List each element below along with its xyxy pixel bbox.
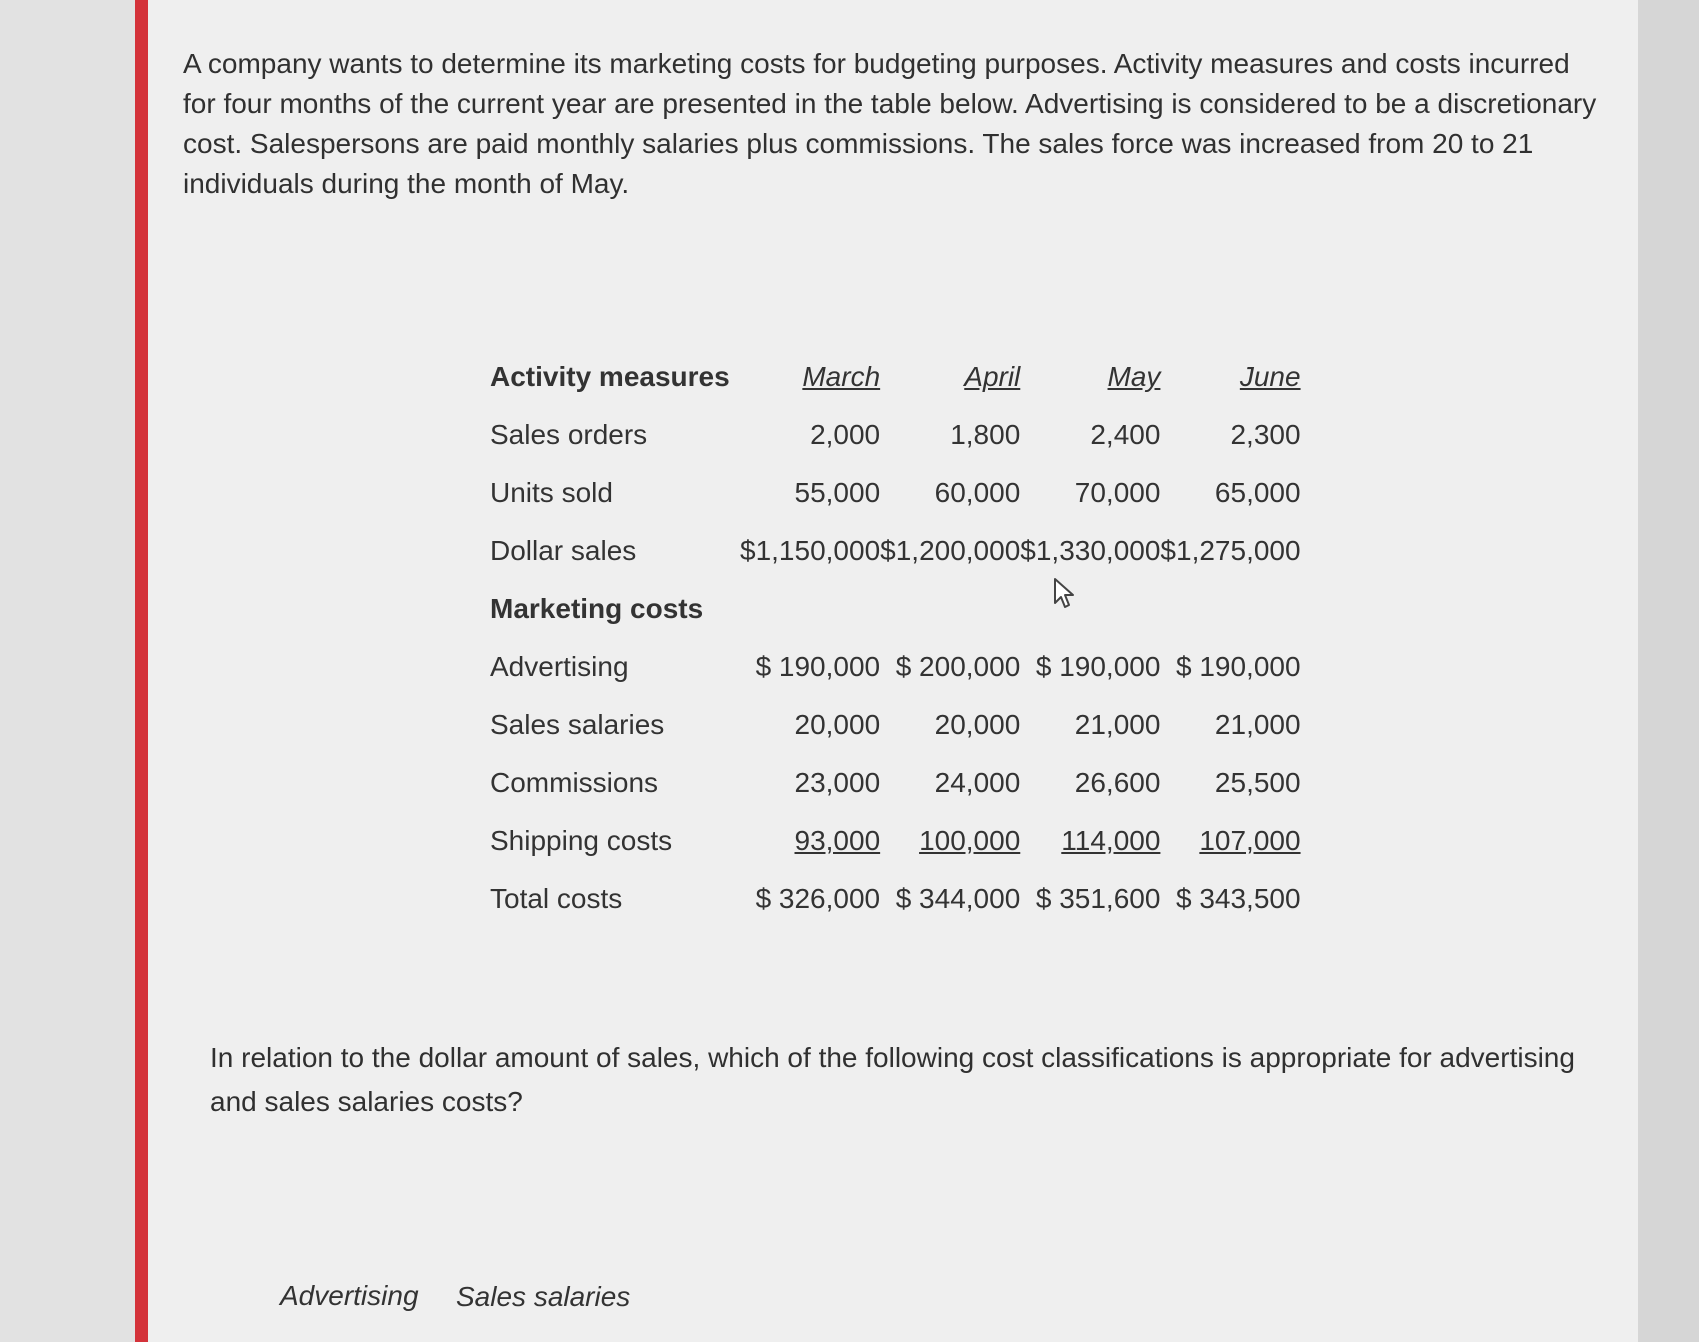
problem-intro: A company wants to determine its marketing costs for budgeting purposes. Activity measures and costs incurred for four months of the current year are presented in the table below. Advertising is considered to be a discretionary cost. Salespersons are paid monthly salaries plus commissions. The sales force was increased from 20 to 21 individuals during the month of May. — [183, 48, 1597, 199]
cell-value: 107,000 — [1199, 825, 1301, 856]
cell-value: $1,275,000 — [1160, 535, 1301, 566]
month-header: May — [1107, 361, 1161, 392]
cell-value: 55,000 — [794, 477, 881, 508]
table-row — [490, 580, 1301, 638]
mouse-pointer-icon — [1053, 577, 1077, 609]
answer-column-sales-salaries: Sales salaries — [456, 1281, 631, 1312]
table-row — [490, 696, 1301, 754]
table-header-row — [490, 348, 1301, 406]
table-row — [490, 406, 1301, 464]
cell-value: 100,000 — [919, 825, 1021, 856]
cell-value: 20,000 — [934, 709, 1021, 740]
row-label: Sales salaries — [490, 709, 665, 740]
accent-bar — [135, 0, 148, 1342]
row-label: Advertising — [490, 651, 629, 682]
question-text: In relation to the dollar amount of sales, which of the following cost classifications is appropriate for advertising and sales salaries costs? — [210, 1042, 1575, 1117]
cell-value: 26,600 — [1074, 767, 1161, 798]
right-edge — [1638, 0, 1699, 1342]
cell-value: 93,000 — [794, 825, 881, 856]
cell-value: $ 351,600 — [1035, 883, 1161, 914]
table-row — [490, 870, 1301, 928]
row-label: Total costs — [490, 883, 623, 914]
cell-value: $ 343,500 — [1175, 883, 1301, 914]
cell-value: 20,000 — [794, 709, 881, 740]
cell-value: $ 190,000 — [755, 651, 881, 682]
cell-value: 2,000 — [810, 419, 881, 450]
question-page — [148, 0, 1638, 1342]
row-label: Sales orders — [490, 419, 648, 450]
table-row — [490, 638, 1301, 696]
cell-value: 1,800 — [950, 419, 1021, 450]
cell-value: 114,000 — [1061, 825, 1161, 856]
cell-value: 2,300 — [1230, 419, 1301, 450]
cell-value: $1,330,000 — [1020, 535, 1161, 566]
row-label: Commissions — [490, 767, 659, 798]
table-row — [490, 754, 1301, 812]
cell-value: 65,000 — [1214, 477, 1301, 508]
cell-value: 23,000 — [794, 767, 881, 798]
cell-value: $ 190,000 — [1175, 651, 1301, 682]
cell-value: $1,200,000 — [880, 535, 1021, 566]
cell-value: $ 344,000 — [895, 883, 1021, 914]
cell-value: 21,000 — [1074, 709, 1161, 740]
marketing-data-table — [490, 348, 1301, 928]
row-label: Dollar sales — [490, 535, 637, 566]
cell-value: 70,000 — [1074, 477, 1161, 508]
month-header: March — [802, 361, 881, 392]
activity-measures-header: Activity measures — [490, 361, 730, 392]
cell-value: 21,000 — [1214, 709, 1301, 740]
cell-value: 2,400 — [1090, 419, 1161, 450]
table-row — [490, 522, 1301, 580]
cell-value: $ 326,000 — [755, 883, 881, 914]
answer-column-advertising: Advertising — [280, 1280, 419, 1311]
left-gutter — [0, 0, 135, 1342]
row-label: Units sold — [490, 477, 613, 508]
cell-value: 24,000 — [934, 767, 1021, 798]
cell-value: $ 200,000 — [895, 651, 1021, 682]
cell-value: $1,150,000 — [740, 535, 881, 566]
cell-value: 25,500 — [1214, 767, 1301, 798]
cell-value: 60,000 — [934, 477, 1021, 508]
marketing-costs-header: Marketing costs — [490, 593, 704, 624]
month-header: April — [964, 361, 1021, 392]
table-row — [490, 812, 1301, 870]
row-label: Shipping costs — [490, 825, 673, 856]
table-row — [490, 464, 1301, 522]
cell-value: $ 190,000 — [1035, 651, 1161, 682]
month-header: June — [1239, 361, 1301, 392]
